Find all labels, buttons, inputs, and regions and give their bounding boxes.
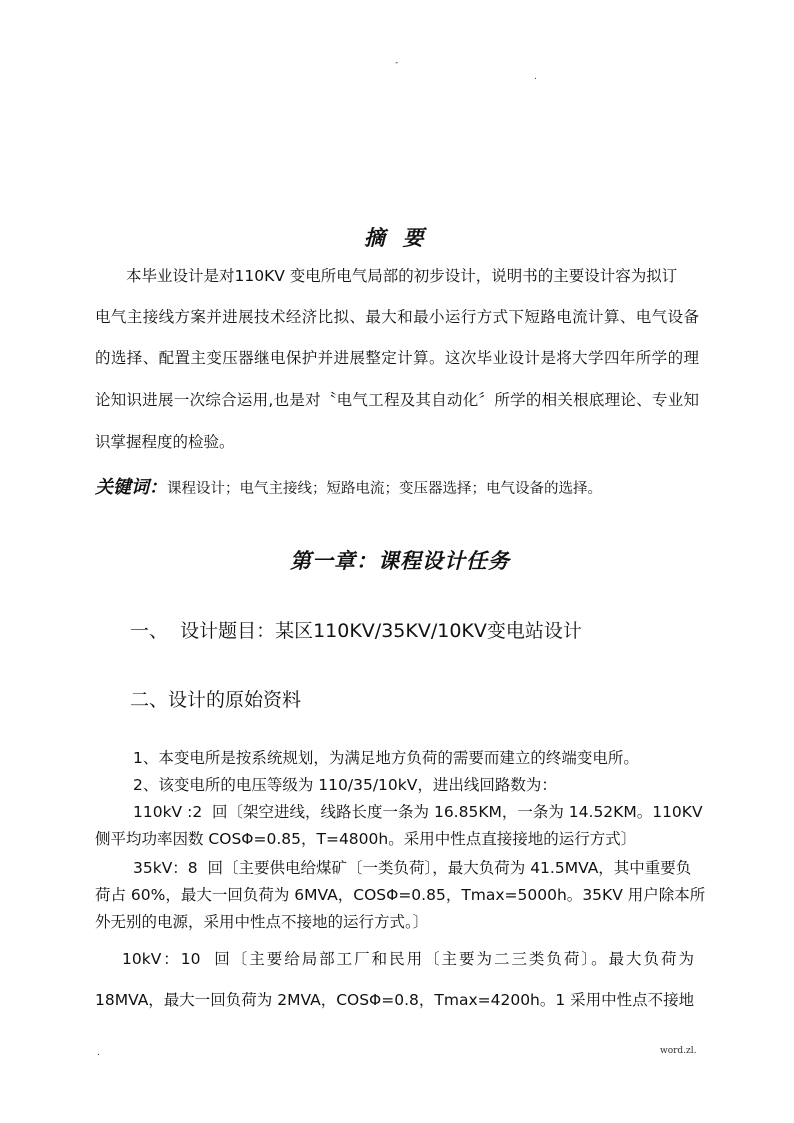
item-110kv-line-1: 110kV :2 回〔架空进线，线路长度一条为 16.85KM，一条为 14.52KM。110KV: [133, 803, 703, 821]
item-10kv-line-2: 18MVA，最大一回负荷为 2MVA，COSΦ=0.8，Tmax=4200h。1 采用中性点不接地: [95, 991, 695, 1009]
footer-source: word.zl.: [660, 1046, 697, 1056]
keywords-text: 课程设计；电气主接线；短路电流；变压器选择；电气设备的选择。: [167, 481, 602, 497]
footer-left-mark: .: [97, 1048, 100, 1058]
section-design-topic: 一、 设计题目：某区110KV/35KV/10KV变电站设计: [130, 620, 582, 642]
header-mark-left: -: [395, 58, 399, 68]
section-original-data: 二、设计的原始资料: [130, 689, 302, 711]
item-35kv-line-1: 35kV：8 回〔主要供电给煤矿〔一类负荷〕，最大负荷为 41.5MVA，其中重要负: [133, 859, 692, 877]
item-2: 2、该变电所的电压等级为 110/35/10kV，进出线回路数为：: [133, 776, 557, 794]
item-35kv-line-2: 荷占 60%，最大一回负荷为 6MVA，COSΦ=0.85，Tmax=5000h。35KV 用户除本所: [95, 886, 706, 904]
abstract-line-2: 电气主接线方案并进展技术经济比拟、最大和最小运行方式下短路电流计算、电气设备: [95, 308, 699, 326]
abstract-line-4: 论知识进展一次综合运用,也是对〝电气工程及其自动化〞所学的相关根底理论、专业知: [95, 391, 699, 409]
chapter-title: 第一章：课程设计任务: [290, 549, 510, 573]
item-35kv-line-3: 外无别的电源，采用中性点不接地的运行方式。〕: [95, 913, 429, 931]
item-110kv-line-2: 侧平均功率因数 COSΦ=0.85，T=4800h。采用中性点直接接地的运行方式〕: [95, 830, 637, 848]
keywords-label: 关键词：: [95, 477, 167, 498]
abstract-line-1: 本毕业设计是对110KV 变电所电气局部的初步设计，说明书的主要设计容为拟订: [126, 267, 678, 285]
item-10kv-line-1: 10kV：10 回〔主要给局部工厂和民用〔主要为二三类负荷〕。最大负荷为: [122, 950, 694, 968]
abstract-line-3: 的选择、配置主变压器继电保护并进展整定计算。这次毕业设计是将大学四年所学的理: [95, 349, 699, 367]
abstract-title: 摘 要: [364, 226, 425, 250]
header-mark-right: .: [534, 72, 537, 82]
abstract-line-5: 识掌握程度的检验。: [95, 433, 235, 451]
item-1: 1、本变电所是按系统规划，为满足地方负荷的需要而建立的终端变电所。: [133, 749, 639, 767]
keywords-row: [95, 473, 602, 499]
